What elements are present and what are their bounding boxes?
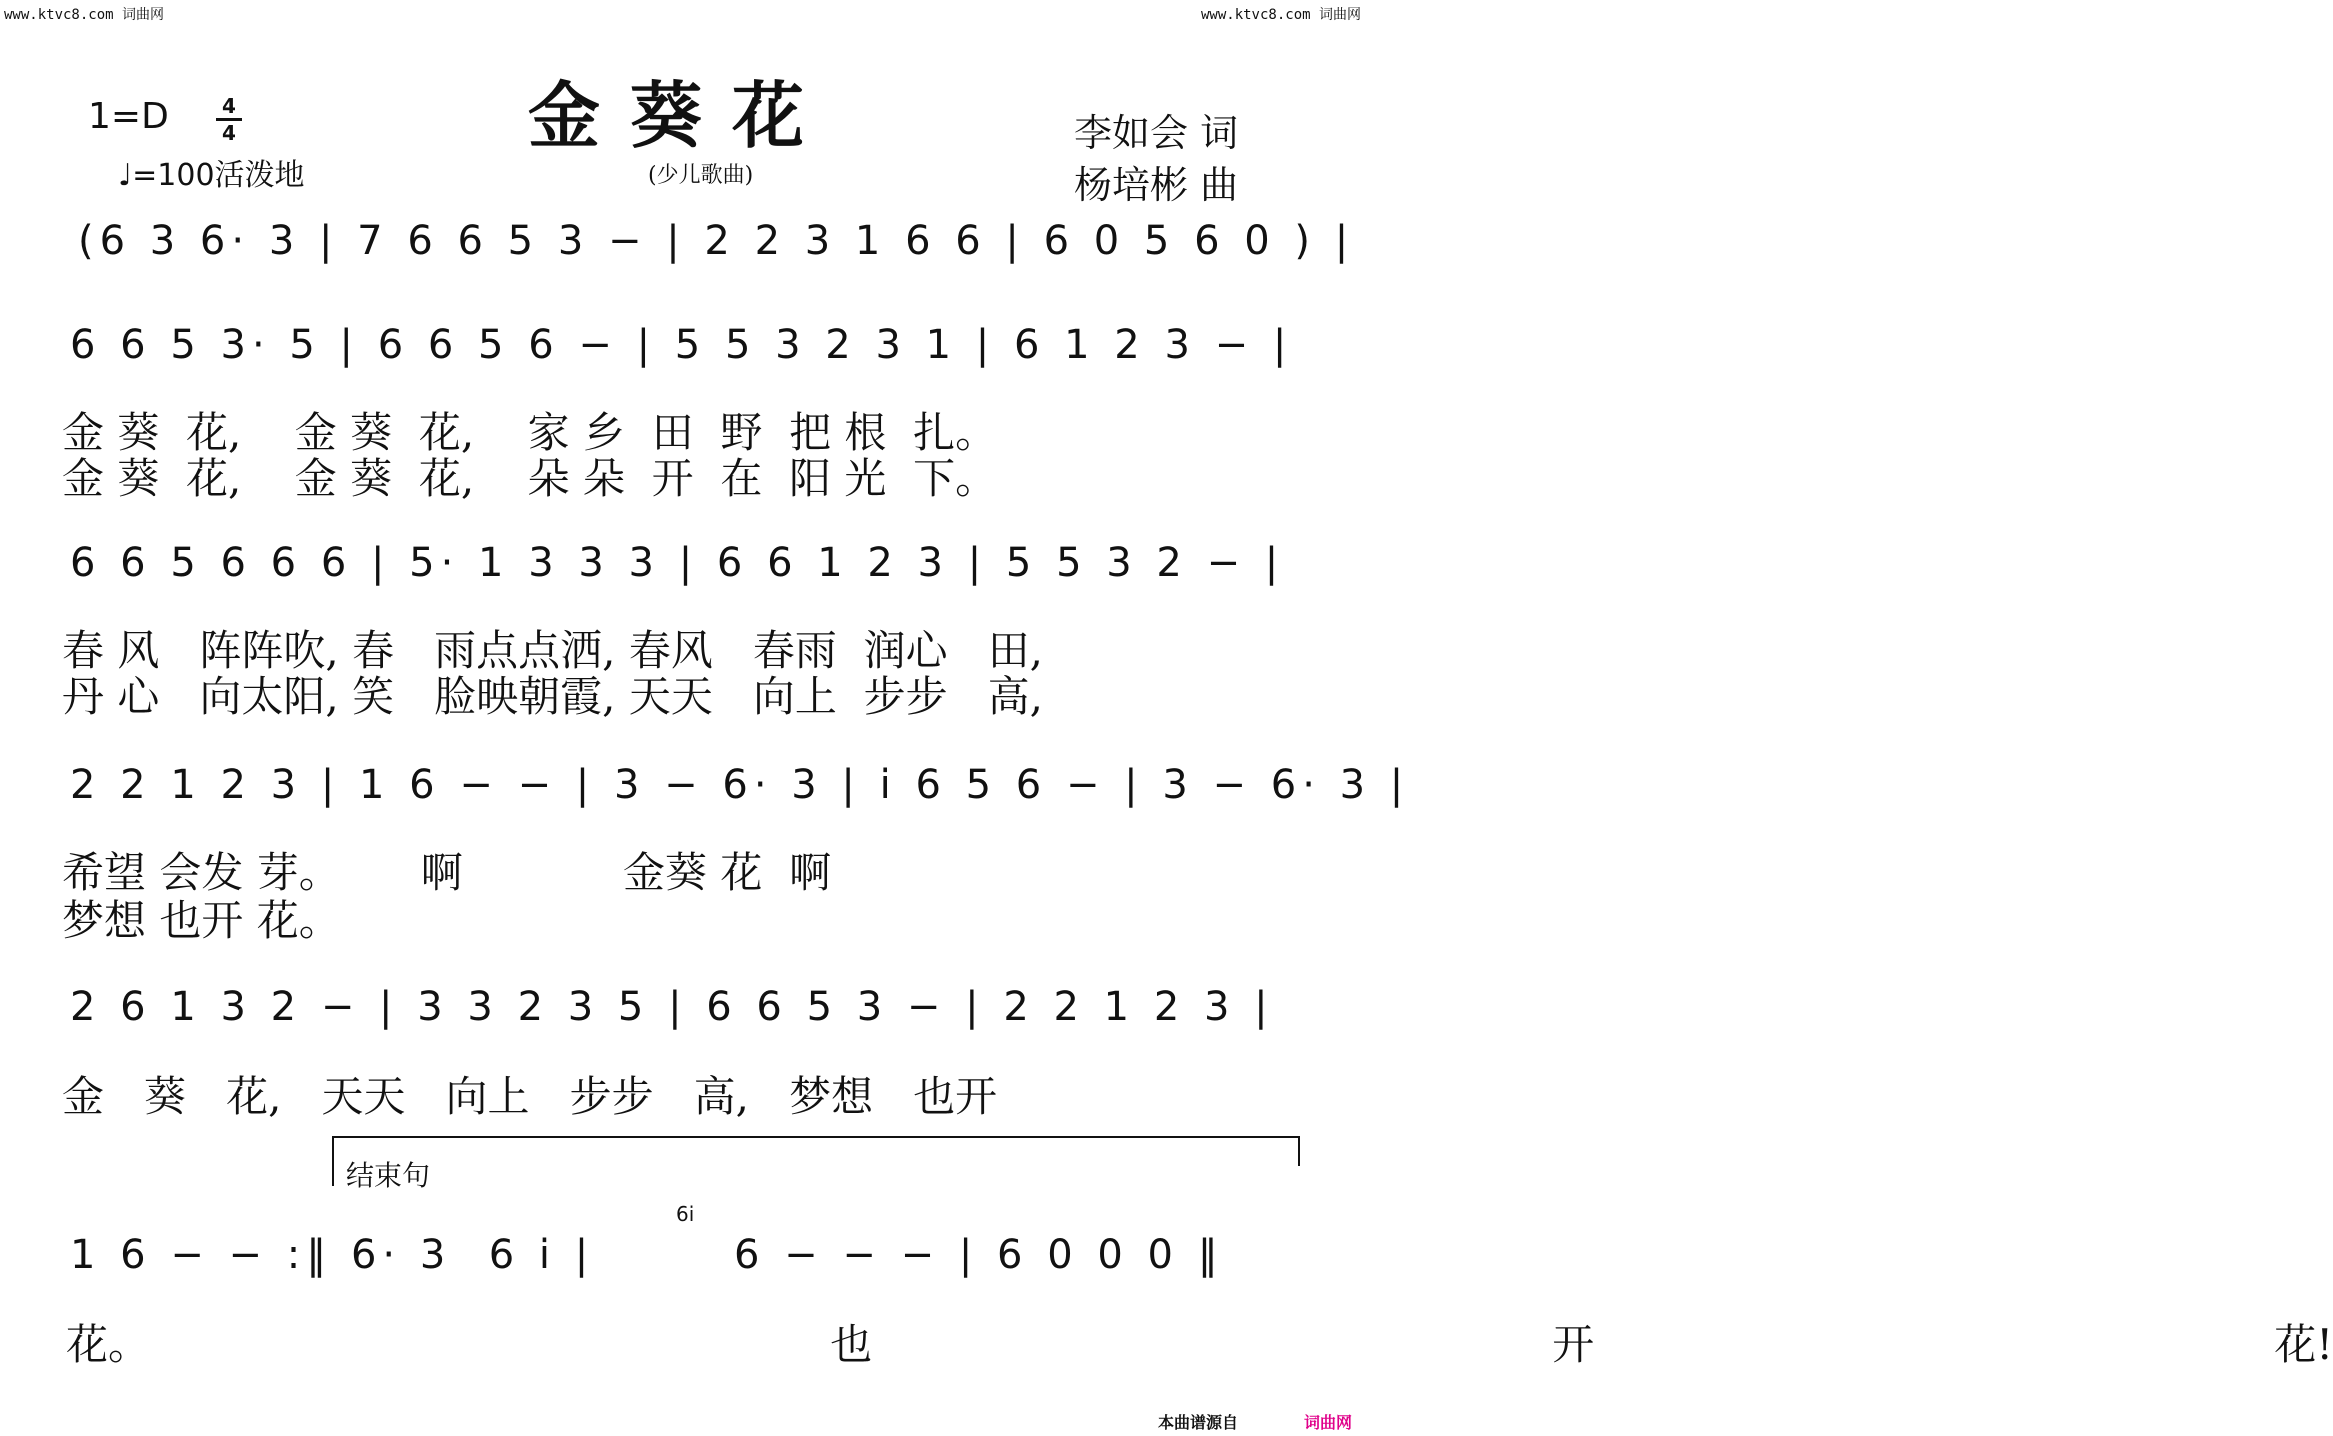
lyric-row-5-verse-1: 金 葵 花, 天天 向上 步步 高, 梦想 也开 — [62, 1072, 998, 1121]
score-row-4: 2 2 1 2 3 | 1 6 − − | 3 − 6· 3 | i 6 5 6 − | 3 − 6· 3 | — [70, 762, 1410, 808]
watermark-left: www.ktvc8.com 词曲网 — [4, 7, 165, 23]
score-row-5: 2 6 1 3 2 − | 3 3 2 3 5 | 6 6 5 3 − | 2 2 1 2 3 | — [70, 984, 1274, 1030]
grace-notes: 6i — [676, 1202, 695, 1226]
score-row-2: 6 6 5 3· 5 | 6 6 5 6 − | 5 5 3 2 3 1 | 6 1 2 3 − | — [70, 322, 1293, 368]
lyric-row-4-verse-2: 梦想 也开 花。 — [62, 896, 341, 945]
lyricist: 李如会 词 — [1074, 111, 1239, 155]
site-logo: 词曲网 — [1304, 1413, 1353, 1432]
lyric-row-2-verse-2: 金 葵 花, 金 葵 花, 朵 朵 开 在 阳 光 下。 — [62, 454, 998, 503]
score-row-6-a: 1 6 − − :‖ 6· 3 6 i | — [70, 1232, 613, 1278]
score-row-1: (6 3 6· 3 | 7 6 6 5 3 − | 2 2 3 1 6 6 | 6 0 5 6 0 ) | — [78, 218, 1355, 264]
tempo-marking: ♩=100活泼地 — [118, 158, 305, 193]
lyric-row-4-verse-1: 希望 会发 芽。 啊 金葵 花 啊 — [62, 848, 832, 897]
score-row-3: 6 6 5 6 6 6 | 5· 1 3 3 3 | 6 6 1 2 3 | 5 5 3 2 − | — [70, 540, 1285, 586]
ending-bracket-left — [332, 1136, 334, 1186]
composer: 杨培彬 曲 — [1074, 163, 1239, 207]
lyric-row-3-verse-2: 丹 心 向太阳, 笑 脸映朝霞, 天天 向上 步步 高, — [62, 672, 1044, 721]
score-row-6-b: 6 − − − | 6 0 0 0 ‖ — [734, 1232, 1224, 1278]
time-signature — [216, 96, 242, 143]
time-top: 4 — [222, 94, 236, 118]
lyric-row-6: 花。 也 开 花! — [66, 1320, 2333, 1369]
lyric-row-3-verse-1: 春 风 阵阵吹, 春 雨点点洒, 春风 春雨 润心 田, — [62, 626, 1044, 675]
time-bottom: 4 — [222, 121, 236, 145]
ending-label: 结束句 — [346, 1159, 431, 1192]
ending-bracket — [332, 1136, 1300, 1138]
lyric-row-2-verse-1: 金 葵 花, 金 葵 花, 家 乡 田 野 把 根 扎。 — [62, 408, 998, 457]
key-signature: 1=D — [88, 96, 169, 137]
page-title: 金葵花 — [528, 73, 835, 158]
ending-bracket-right — [1298, 1136, 1300, 1166]
subtitle: (少儿歌曲) — [648, 163, 754, 188]
source-text: 本曲谱源自 — [1158, 1413, 1239, 1432]
watermark-right: www.ktvc8.com 词曲网 — [1200, 7, 1361, 23]
